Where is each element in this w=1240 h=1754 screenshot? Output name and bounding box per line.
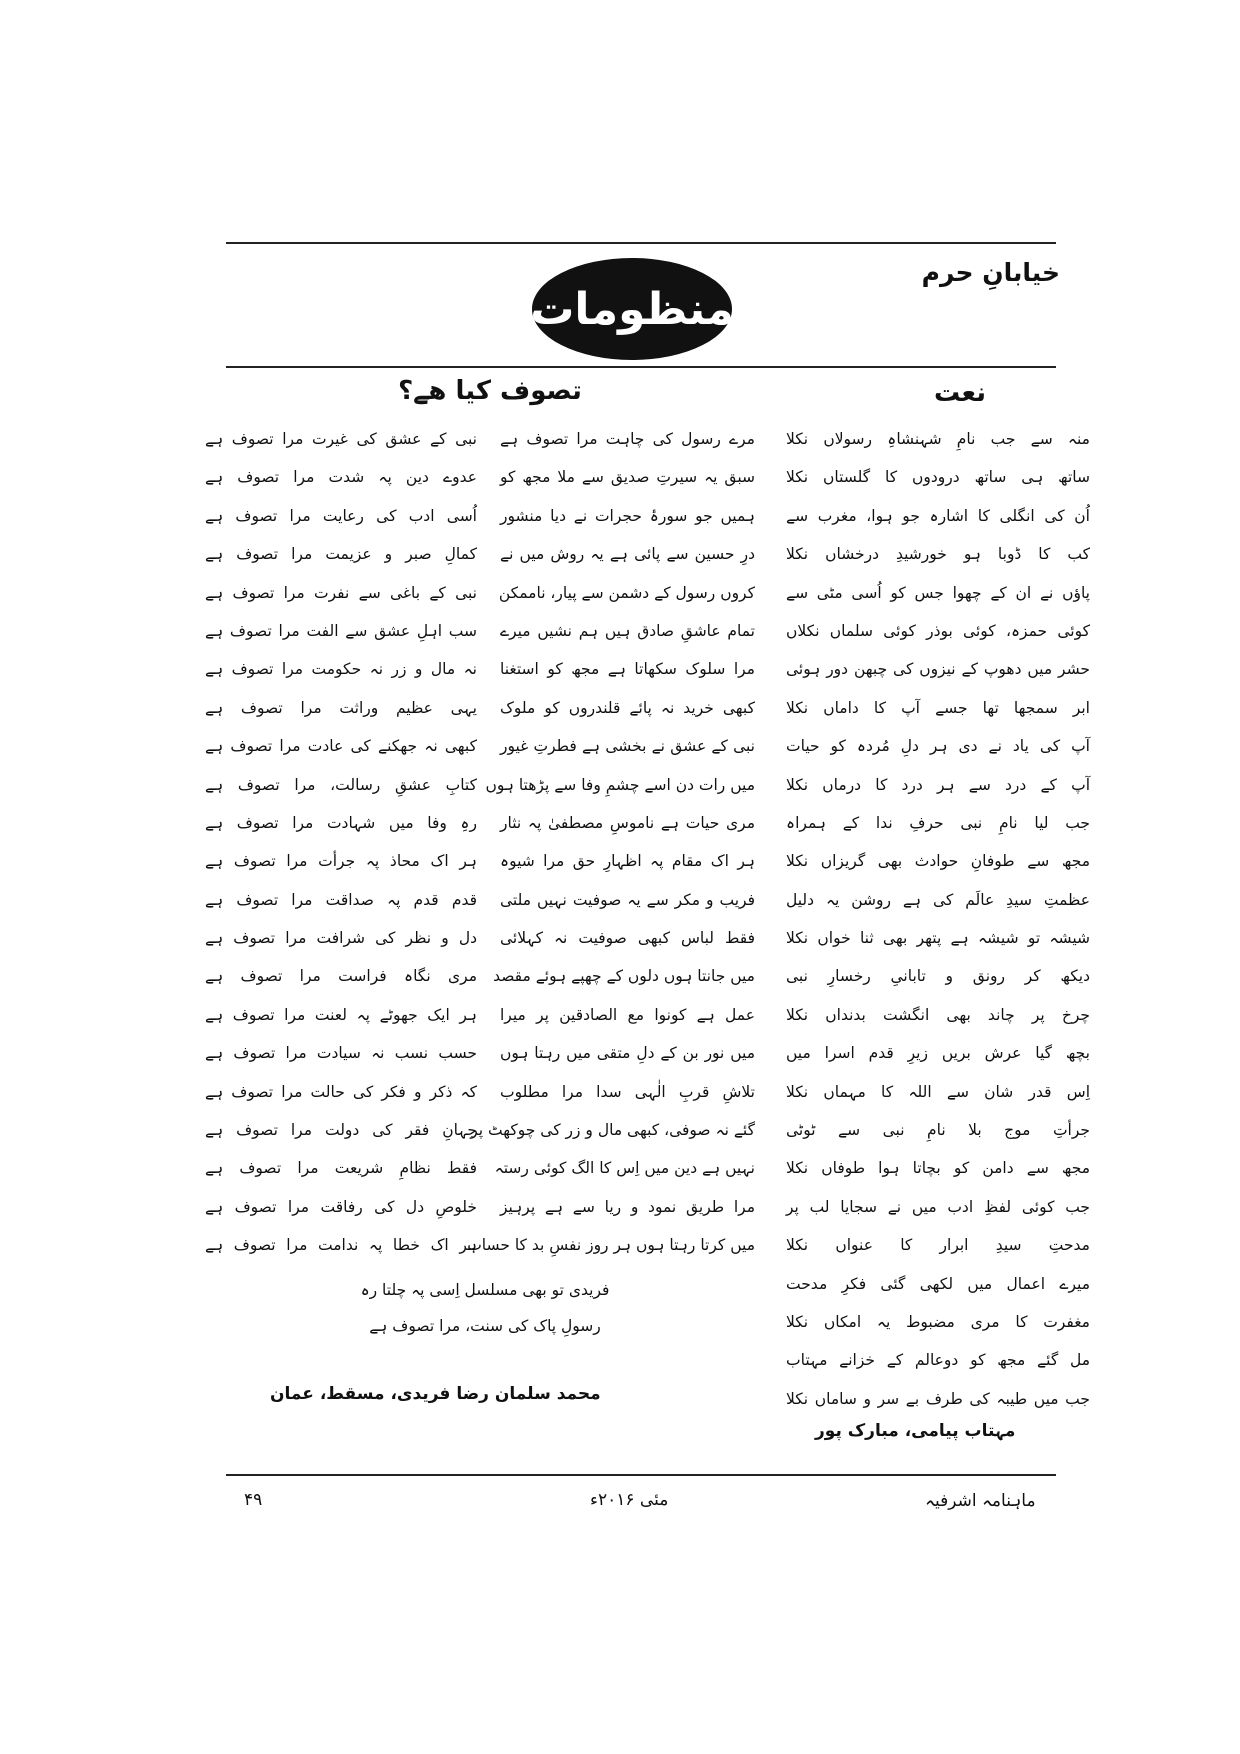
verse-line: کبھی خرید نہ پائے قلندروں کو ملوک — [500, 698, 755, 717]
tasawwuf-poem-left-column — [205, 420, 477, 1265]
top-rule — [226, 242, 1056, 244]
verse-line: مدحتِ سیدِ ابرار کا عنواں نکلا — [786, 1236, 1090, 1255]
verse-line: اُن کی انگلی کا اشارہ جو ہوا، مغرب سے — [786, 506, 1090, 525]
verse-line: میں جانتا ہوں دلوں کے چھپے ہوئے مقصد — [493, 967, 755, 986]
verse-line: سب اہلِ عشق سے الفت مرا تصوف ہے — [205, 621, 477, 640]
magazine-name: ماہنامہ اشرفیہ — [925, 1491, 1036, 1511]
verse-line: مرا طریق نمود و ریا سے ہے پرہیز — [500, 1197, 755, 1216]
verse-line: ہر اک خطا پہ ندامت مرا تصوف ہے — [205, 1236, 477, 1255]
verse-line: آپ کے درد سے ہر درد کا درماں نکلا — [786, 775, 1090, 794]
verse-line: مری نگاہ فراست مرا تصوف ہے — [205, 967, 477, 986]
verse-line: دیکھ کر رونق و تابانیِ رخسارِ نبی — [786, 967, 1090, 986]
section-title: خیابانِ حرم — [921, 258, 1060, 287]
verse-line: میں کرتا رہتا ہوں ہر روز نفسِ بد کا حساب — [467, 1236, 755, 1255]
closing-line: فریدی تو بھی مسلسل اِسی پہ چلتا رہ — [360, 1281, 610, 1299]
verse-line: جب لیا نامِ نبی حرفِ ندا کے ہمراہ — [786, 813, 1090, 832]
verse-line: خلوصِ دل کی رفاقت مرا تصوف ہے — [205, 1197, 477, 1216]
badge-text: منظومات — [530, 283, 734, 335]
verse-line: چرخ پر چاند بھی انگشت بدنداں نکلا — [786, 1005, 1090, 1024]
verse-line: ہر اک مقام پہ اظہارِ حق مرا شیوہ — [500, 852, 755, 871]
verse-line: ساتھ ہی ساتھ درودوں کا گلستاں نکلا — [786, 468, 1090, 487]
verse-line: فقط لباس کبھی صوفیت نہ کہلائی — [500, 929, 755, 948]
verse-line: نبی کے عشق کی غیرت مرا تصوف ہے — [205, 430, 477, 448]
verse-line: جب کوئی لفظِ ادب میں نے سجایا لب پر — [786, 1197, 1090, 1216]
verse-line: کمالِ صبر و عزیمت مرا تصوف ہے — [205, 545, 477, 564]
verse-line: مجھ سے طوفانِ حوادث بھی گریزاں نکلا — [786, 852, 1090, 871]
verse-line: آپ کی یاد نے دی ہر دلِ مُردہ کو حیات — [786, 737, 1090, 756]
verse-line: عدوے دین پہ شدت مرا تصوف ہے — [205, 468, 477, 487]
verse-line: میں نور بن کے دلِ متقی میں رہتا ہوں — [500, 1044, 755, 1063]
naat-title: نعت — [934, 378, 986, 408]
verse-line: کہ ذکر و فکر کی حالت مرا تصوف ہے — [205, 1082, 477, 1101]
verse-line: اُسی ادب کی رعایت مرا تصوف ہے — [205, 506, 477, 525]
verse-line: منہ سے جب نامِ شہنشاہِ رسولاں نکلا — [786, 430, 1090, 448]
verse-line: مری حیات ہے ناموسِ مصطفیٰ پہ نثار — [500, 813, 755, 832]
verse-line: تلاشِ قربِ الٰہی سدا مرا مطلوب — [500, 1082, 755, 1101]
tasawwuf-closing-couplet — [310, 1272, 660, 1344]
tasawwuf-title: تصوف کیا ھے؟ — [398, 376, 582, 406]
verse-line: جہانِ فقر کی دولت مرا تصوف ہے — [205, 1121, 477, 1140]
heading-rule — [226, 366, 1056, 368]
verse-line: سبق یہ سیرتِ صدیق سے ملا مجھ کو — [500, 468, 755, 487]
verse-line: قدم قدم پہ صداقت مرا تصوف ہے — [205, 890, 477, 909]
verse-line: کتابِ عشقِ رسالت، مرا تصوف ہے — [205, 775, 477, 794]
verse-line: بچھ گیا عرش بریں زیرِ قدم اسرا میں — [786, 1044, 1090, 1063]
verse-line: مرے رسول کی چاہت مرا تصوف ہے — [500, 430, 755, 448]
verse-line: میرے اعمال میں لکھی گئی فکرِ مدحت — [786, 1274, 1090, 1293]
verse-line: کبھی نہ جھکنے کی عادت مرا تصوف ہے — [205, 737, 477, 756]
verse-line: حسب نسب نہ سیادت مرا تصوف ہے — [205, 1044, 477, 1063]
verse-line: مجھ سے دامن کو بچاتا ہوا طوفاں نکلا — [786, 1159, 1090, 1178]
tasawwuf-author: محمد سلمان رضا فریدی، مسقط، عمان — [270, 1384, 601, 1404]
tasawwuf-poem-right-column — [467, 420, 755, 1265]
verse-line: نبی کے عشق نے بخشی ہے فطرتِ غیور — [500, 737, 755, 756]
verse-line: مغفرت کا مری مضبوط یہ امکاں نکلا — [786, 1312, 1090, 1331]
verse-line: کب کا ڈوبا ہو خورشیدِ درخشاں نکلا — [786, 545, 1090, 564]
verse-line: یہی عظیم وراثت مرا تصوف ہے — [205, 698, 477, 717]
verse-line: دل و نظر کی شرافت مرا تصوف ہے — [205, 929, 477, 948]
verse-line: درِ حسین سے پائی ہے یہ روش میں نے — [500, 545, 755, 564]
verse-line: ابر سمجھا تھا جسے آپ کا داماں نکلا — [786, 698, 1090, 717]
naat-poem — [786, 420, 1090, 1418]
verse-line: جرأتِ موج بلا نامِ نبی سے ٹوٹی — [786, 1121, 1090, 1140]
verse-line: عظمتِ سیدِ عالَم کی ہے روشن یہ دلیل — [786, 890, 1090, 909]
verse-line: مل گئے مجھ کو دوعالم کے خزانے مہتاب — [786, 1351, 1090, 1370]
verse-line: نبی کے باغی سے نفرت مرا تصوف ہے — [205, 583, 477, 602]
verse-line: کروں رسول کے دشمن سے پیار، ناممکن — [498, 583, 755, 602]
verse-line: نہیں ہے دین میں اِس کا الگ کوئی رستہ — [494, 1159, 755, 1178]
naat-author: مہتاب پیامی، مبارک پور — [815, 1421, 1016, 1441]
footer-rule — [226, 1474, 1056, 1476]
verse-line: مرا سلوک سکھاتا ہے مجھ کو استغنا — [500, 660, 755, 679]
verse-line: میں رات دن اسے چشمِ وفا سے پڑھتا ہوں — [485, 775, 755, 794]
verse-line: فریب و مکر سے یہ صوفیت نہیں ملتی — [500, 890, 755, 909]
verse-line: نہ مال و زر نہ حکومت مرا تصوف ہے — [205, 660, 477, 679]
verse-line: پاؤں نے ان کے چھوا جس کو اُسی مٹی سے — [786, 583, 1090, 602]
verse-line: تمام عاشقِ صادق ہیں ہم نشیں میرے — [500, 621, 755, 640]
verse-line: حشر میں دھوپ کے نیزوں کی چبھن دور ہوئی — [786, 660, 1090, 679]
section-badge — [532, 258, 732, 360]
page-number: ۴۹ — [244, 1490, 263, 1510]
verse-line: ہر اک محاذ پہ جرأت مرا تصوف ہے — [205, 852, 477, 871]
verse-line: عمل ہے کونوا مع الصادقین پر میرا — [500, 1005, 755, 1024]
verse-line: اِس قدر شان سے اللہ کا مہماں نکلا — [786, 1082, 1090, 1101]
verse-line: ہر ایک جھوٹے پہ لعنت مرا تصوف ہے — [205, 1005, 477, 1024]
issue-date: مئی ۲۰۱۶ء — [590, 1490, 669, 1510]
verse-line: کوئی حمزہ، کوئی بوذر کوئی سلماں نکلاں — [786, 621, 1090, 640]
verse-line: فقط نظامِ شریعت مرا تصوف ہے — [205, 1159, 477, 1178]
verse-line: گئے نہ صوفی، کبھی مال و زر کی چوکھٹ پر — [470, 1121, 755, 1140]
verse-line: رہِ وفا میں شہادت مرا تصوف ہے — [205, 813, 477, 832]
verse-line: ہمیں جو سورۂ حجرات نے دیا منشور — [500, 506, 755, 525]
verse-line: شیشہ تو شیشہ ہے پتھر بھی ثنا خواں نکلا — [786, 929, 1090, 948]
verse-line: جب میں طیبہ کی طرف بے سر و ساماں نکلا — [786, 1389, 1090, 1408]
closing-line: رسولِ پاک کی سنت، مرا تصوف ہے — [369, 1317, 601, 1335]
